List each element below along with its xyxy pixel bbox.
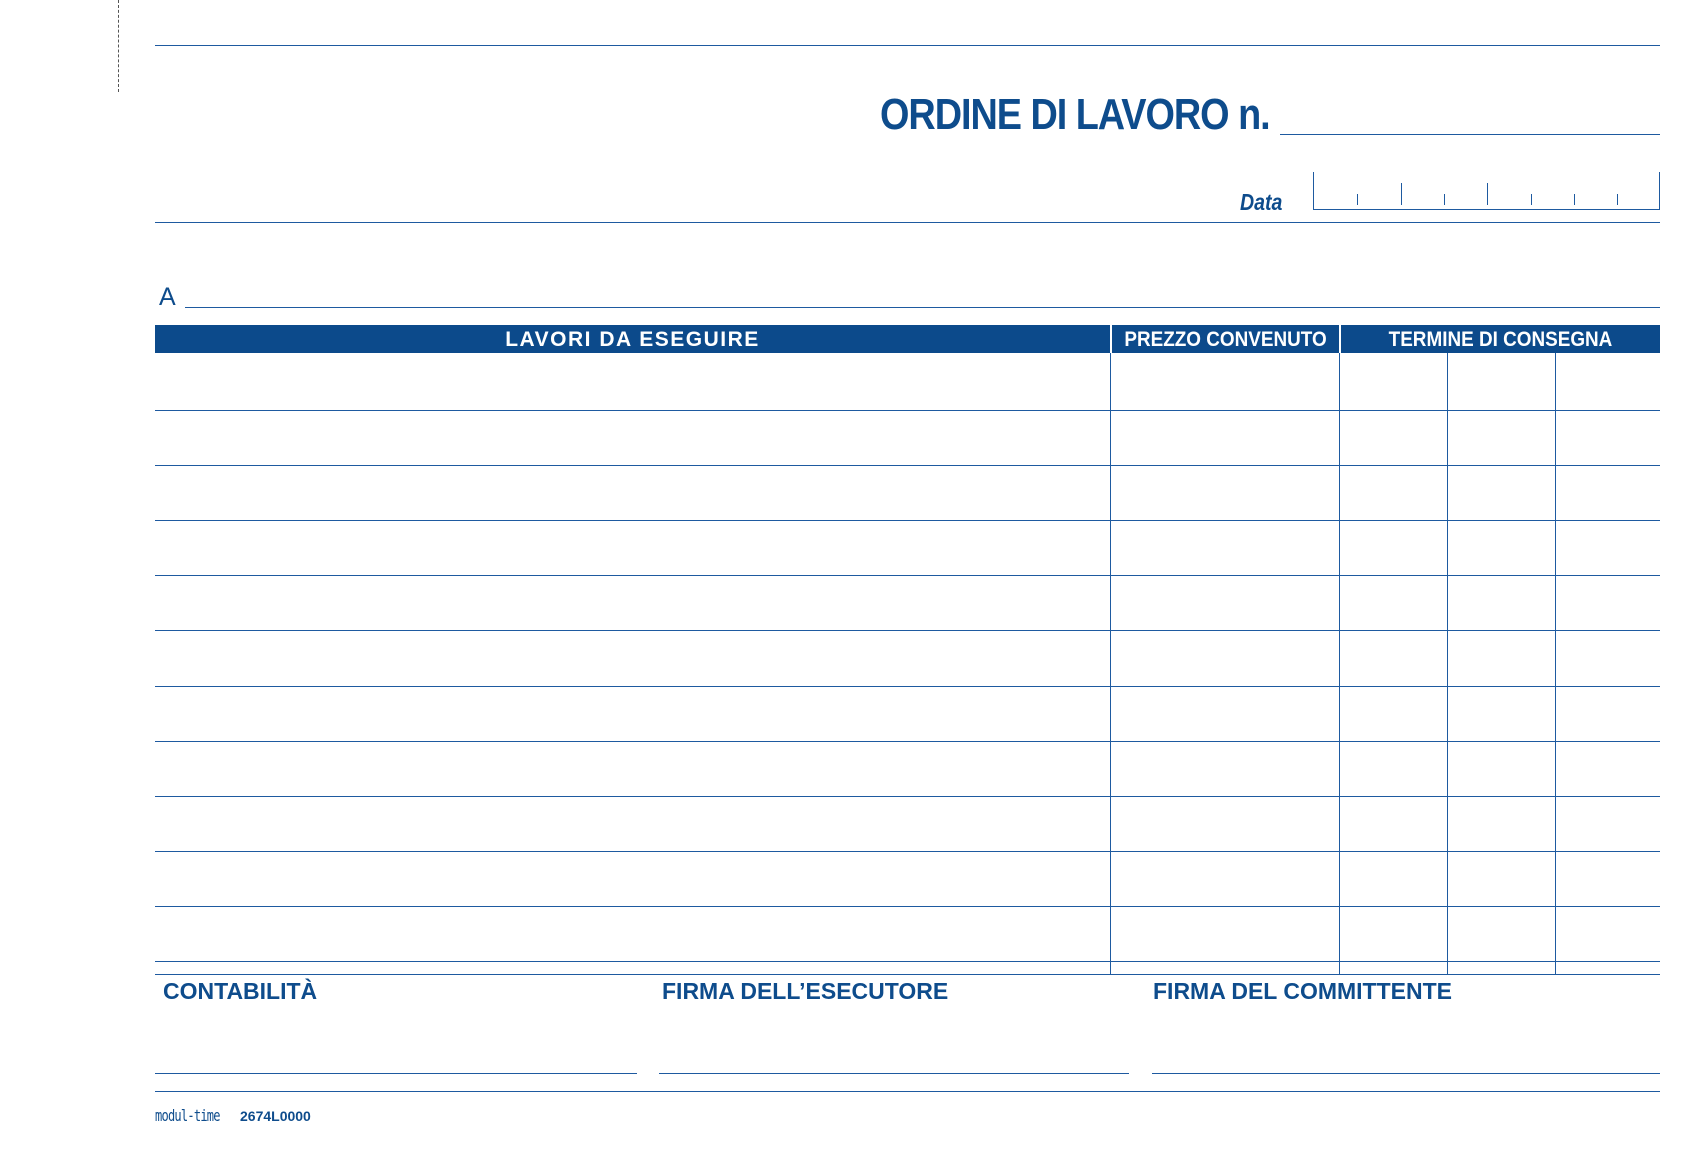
column-header-prezzo: PREZZO CONVENUTO	[1124, 328, 1327, 351]
column-header-lavori: LAVORI DA ESEGUIRE	[505, 328, 760, 351]
table-row-line	[155, 851, 1660, 852]
date-tick	[1531, 194, 1532, 205]
date-label: Data	[1240, 189, 1283, 215]
column-header-termine: TERMINE DI CONSEGNA	[1388, 328, 1613, 351]
perforation-line	[118, 0, 119, 92]
executor-signature-field[interactable]	[659, 1073, 1129, 1074]
table-row-line	[155, 520, 1660, 521]
executor-signature-label: FIRMA DELL’ESECUTORE	[662, 978, 949, 1004]
header-divider	[155, 222, 1660, 223]
bottom-rule	[155, 1091, 1660, 1092]
order-number-field[interactable]	[1280, 134, 1660, 135]
table-row-line	[155, 686, 1660, 687]
date-field[interactable]	[1313, 172, 1660, 210]
client-signature-field[interactable]	[1152, 1073, 1660, 1074]
table-column-line	[1110, 353, 1111, 975]
table-row-line	[155, 741, 1660, 742]
table-column-line	[1339, 353, 1340, 975]
table-row-line	[155, 575, 1660, 576]
form-title: ORDINE DI LAVORO n.	[880, 90, 1270, 139]
date-tick	[1487, 183, 1488, 205]
table-row-line	[155, 465, 1660, 466]
date-tick	[1401, 183, 1402, 205]
table-row-line	[155, 410, 1660, 411]
table-row-line	[155, 630, 1660, 631]
column-separator	[1339, 325, 1341, 353]
table-column-line	[1555, 353, 1556, 975]
table-row-line	[155, 906, 1660, 907]
accounting-label: CONTABILITÀ	[163, 978, 318, 1004]
date-tick	[1574, 194, 1575, 205]
table-header	[155, 325, 1660, 353]
brand-logo: modul-time	[155, 1106, 220, 1125]
table-row-line	[155, 961, 1660, 962]
product-code: 2674L0000	[240, 1108, 311, 1124]
table-column-line	[1447, 353, 1448, 975]
client-signature-label: FIRMA DEL COMMITTENTE	[1153, 978, 1452, 1004]
table-row-line	[155, 796, 1660, 797]
accounting-field[interactable]	[155, 1073, 637, 1074]
date-tick	[1617, 194, 1618, 205]
column-separator	[1110, 325, 1112, 353]
date-tick	[1444, 194, 1445, 205]
recipient-label: A	[159, 283, 176, 311]
date-tick	[1357, 194, 1358, 205]
table-bottom-line	[155, 974, 1660, 975]
top-rule	[155, 45, 1660, 46]
recipient-field[interactable]	[185, 307, 1660, 308]
